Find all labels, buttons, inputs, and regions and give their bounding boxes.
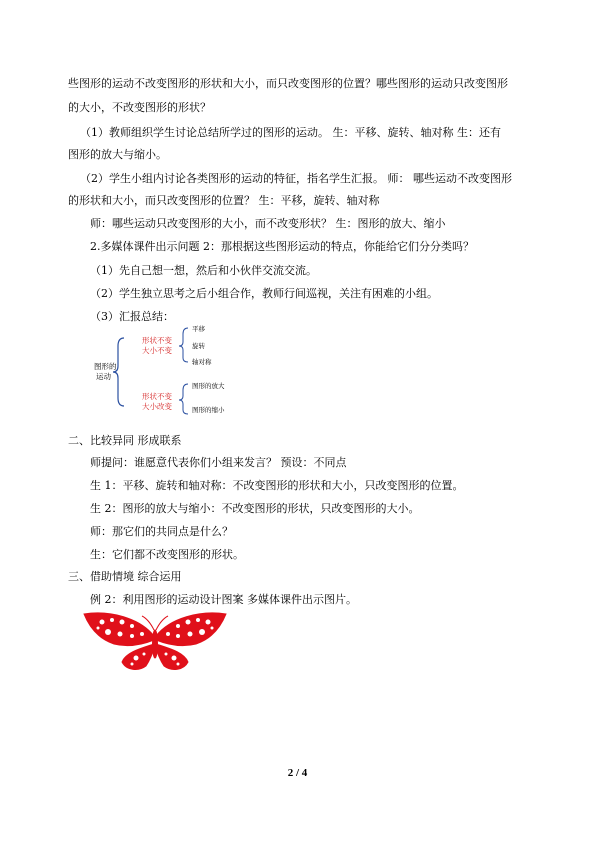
- diagram-item-shrink: 图形的缩小: [192, 406, 225, 414]
- section2-line-4: 师：那它们的共同点是什么？: [90, 525, 233, 538]
- butterfly-papercut-image: [80, 608, 230, 678]
- text-line-11: （3）汇报总结：: [90, 310, 174, 323]
- diagram-group2-line2: 大小改变: [142, 402, 172, 411]
- text-line-6: 的形状和大小，而只改变图形的位置？ 生：平移，旋转、轴对称: [68, 194, 380, 207]
- diagram-group1-line2: 大小不变: [142, 346, 172, 355]
- diagram-item-rotation: 旋转: [192, 342, 205, 350]
- text-line-3: （1）教师组织学生讨论总结所学过的图形的运动。 生：平移、旋转、轴对称 生：还有: [80, 126, 501, 139]
- diagram-root-line1: 图形的: [94, 362, 117, 371]
- diagram-group1-brace: [179, 328, 188, 362]
- text-line-1: 些图形的运动不改变图形的形状和大小，而只改变图形的位置？哪些图形的运动只改变图形: [68, 77, 508, 90]
- diagram-root-line2: 运动: [96, 372, 111, 381]
- motion-classification-diagram: [80, 320, 230, 420]
- section2-line-2: 生 1：平移、旋转和轴对称：不改变图形的形状和大小，只改变图形的位置。: [90, 479, 464, 492]
- diagram-item-translation: 平移: [192, 325, 205, 333]
- section2-line-1: 师提问：谁愿意代表你们小组来发言？ 预设：不同点: [90, 456, 347, 469]
- diagram-item-axial-symmetry: 轴对称: [192, 358, 212, 366]
- section3-heading: 三、借助情境 综合运用: [68, 570, 182, 583]
- text-line-10: （2）学生独立思考之后小组合作，教师行间巡视，关注有困难的小组。: [90, 287, 438, 300]
- text-line-8: 2.多媒体课件出示问题 2：那根据这些图形运动的特点，你能给它们分分类吗？: [90, 240, 474, 253]
- diagram-group1-line1: 形状不变: [142, 336, 172, 345]
- text-line-9: （1）先自己想一想，然后和小伙伴交流交流。: [90, 264, 317, 277]
- diagram-group2-line1: 形状不变: [142, 392, 172, 401]
- text-line-5: （2）学生小组内讨论各类图形的运动的特征，指名学生汇报。 师： 哪些运动不改变图形: [80, 172, 512, 185]
- page-number: 2 / 4: [287, 767, 308, 779]
- diagram-main-brace: [113, 338, 124, 406]
- section2-line-3: 生 2：图形的放大与缩小：不改变图形的形状，只改变图形的大小。: [90, 502, 420, 515]
- text-line-2: 的大小，不改变图形的形状？: [68, 101, 211, 114]
- section3-line-1: 例 2：利用图形的运动设计图案 多媒体课件出示图片。: [90, 593, 357, 606]
- text-line-7: 师：哪些运动只改变图形的大小，而不改变形状？ 生：图形的放大、缩小: [90, 217, 446, 230]
- section2-line-5: 生：它们都不改变图形的形状。: [90, 548, 244, 561]
- diagram-group2-brace: [179, 384, 188, 414]
- text-line-4: 图形的放大与缩小。: [68, 148, 167, 161]
- section2-heading: 二、比较异同 形成联系: [68, 434, 182, 447]
- diagram-item-enlarge: 图形的放大: [192, 382, 225, 390]
